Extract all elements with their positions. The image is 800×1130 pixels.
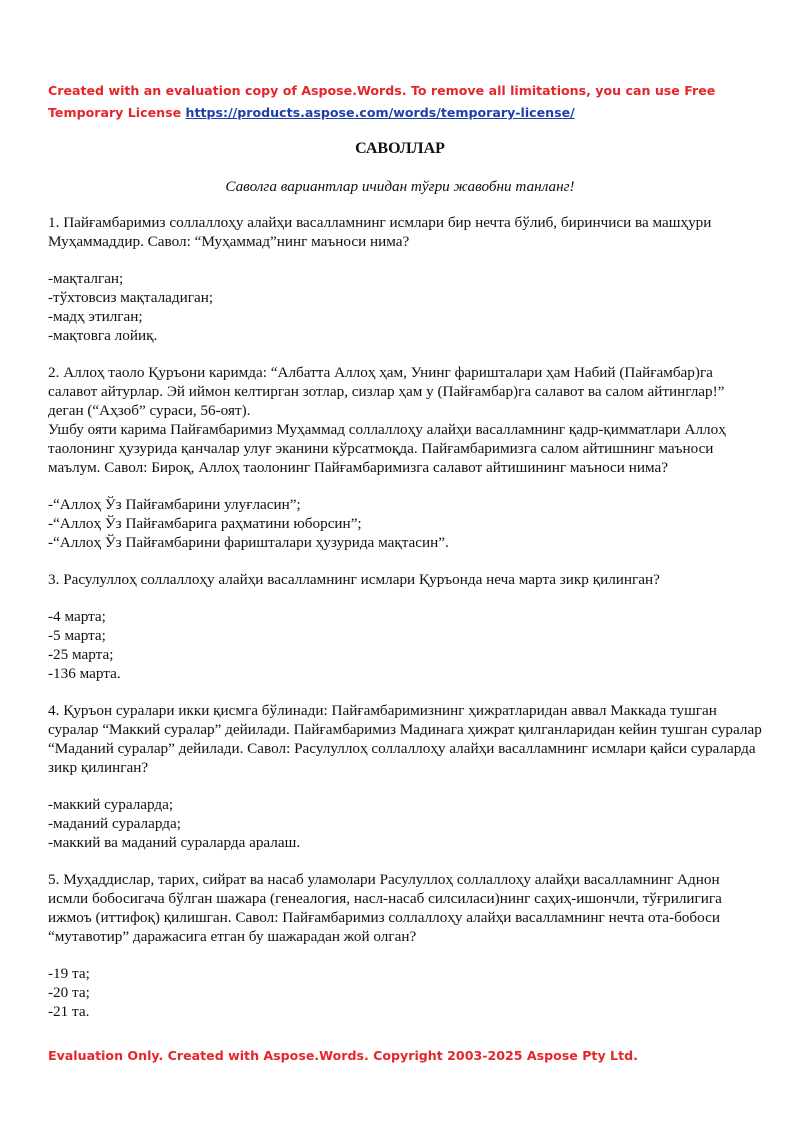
question-2-continued: Ушбу ояти карима Пайғамбаримиз Муҳаммад соллаллоҳу алайҳи васалламнинг қадр-қимматлари Аллоҳ таолонинг ҳузурида қанчалар улуғ эканини кўрсатмоқда. Пайғамбаримизга салом айтишнинг маъноси маълум. Савол: Бироқ, Аллоҳ таолонинг Пайғамбаримизга салавот айтишининг маъноси нима?: [48, 421, 726, 476]
question-3-options: [48, 607, 763, 683]
question-4: 4. Қуръон суралари икки қисмга бўлинади: Пайғамбаримизнинг ҳижратларидан аввал Маккада тушган суралар “Маккий суралар” дейилади. Пайғамбаримиз Мадинага ҳижрат қилганларидан кейин тушган суралар “Маданий суралар” дейилади. Савол: Расулуллоҳ соллаллоҳу алайҳи васалламнинг исмлари қайси сураларда зикр қилинган?: [48, 702, 762, 776]
option: -маданий сураларда;: [48, 815, 181, 832]
question-2: 2. Аллоҳ таоло Қуръони каримда: “Албатта Аллоҳ ҳам, Унинг фаришталари ҳам Набий (Пайғамбар)га салавот айтурлар. Эй иймон келтирган зотлар, сизлар ҳам у (Пайғамбар)га салавот ва салом айтинглар!” деган (“Аҳзоб” сураси, 56-оят).: [48, 364, 725, 419]
document-subtitle: Саволга вариантлар ичидан тўғри жавобни танланг!: [225, 178, 575, 195]
option: -5 марта;: [48, 627, 106, 644]
option: -“Аллоҳ Ўз Пайғамбарини улуғласин”;: [48, 496, 301, 513]
option: -мадҳ этилган;: [48, 308, 143, 325]
question-1-options: [48, 269, 763, 345]
question-5-options: [48, 964, 763, 1021]
evaluation-notice: [48, 80, 763, 124]
option: -136 марта.: [48, 665, 121, 682]
questions-body: [48, 213, 763, 1039]
option: -“Аллоҳ Ўз Пайғамбарини фаришталари ҳузурида мақтасин”.: [48, 534, 449, 551]
option: -21 та.: [48, 1003, 90, 1020]
option: -4 марта;: [48, 608, 106, 625]
option: -мақтовга лойиқ.: [48, 327, 158, 344]
option: -тўхтовсиз мақталадиган;: [48, 289, 214, 306]
temporary-license-link[interactable]: https://products.aspose.com/words/temporary-license/: [185, 105, 575, 120]
option: -19 та;: [48, 965, 90, 982]
question-3: 3. Расулуллоҳ соллаллоҳу алайҳи васалламнинг исмлари Қуръонда неча марта зикр қилинган?: [48, 571, 660, 588]
option: -мақталган;: [48, 270, 124, 287]
evaluation-footer: Evaluation Only. Created with Aspose.Words. Copyright 2003-2025 Aspose Pty Ltd.: [48, 1048, 638, 1063]
question-5: 5. Муҳаддислар, тарих, сийрат ва насаб уламолари Расулуллоҳ соллаллоҳу алайҳи васалламнинг Аднон исмли бобосигача бўлган шажара (генеалогия, насл-насаб силсиласи)нинг саҳиҳ-ишончли, тўғрилигига ижмоъ (иттифоқ) қилишган. Савол: Пайғамбаримиз соллаллоҳу алайҳи васалламнинг нечта ота-бобоси “мутавотир” даражасига етган бу шажарадан жой олган?: [48, 871, 722, 945]
question-4-options: [48, 795, 763, 852]
option: -25 марта;: [48, 646, 114, 663]
option: -20 та;: [48, 984, 90, 1001]
option: -маккий сураларда;: [48, 796, 174, 813]
question-1: 1. Пайғамбаримиз соллаллоҳу алайҳи васалламнинг исмлари бир нечта бўлиб, биринчиси ва машҳури Муҳаммаддир. Савол: “Муҳаммад”нинг маъноси нима?: [48, 214, 712, 250]
option: -“Аллоҳ Ўз Пайғамбарига раҳматини юборсин”;: [48, 515, 362, 532]
evaluation-notice-text: Created with an evaluation copy of Aspose.Words. To remove all limitations, you can use Free Temporary License: [48, 83, 716, 120]
document-title: САВОЛЛАР: [355, 140, 445, 157]
option: -маккий ва маданий сураларда аралаш.: [48, 834, 301, 851]
question-2-options: [48, 495, 763, 552]
